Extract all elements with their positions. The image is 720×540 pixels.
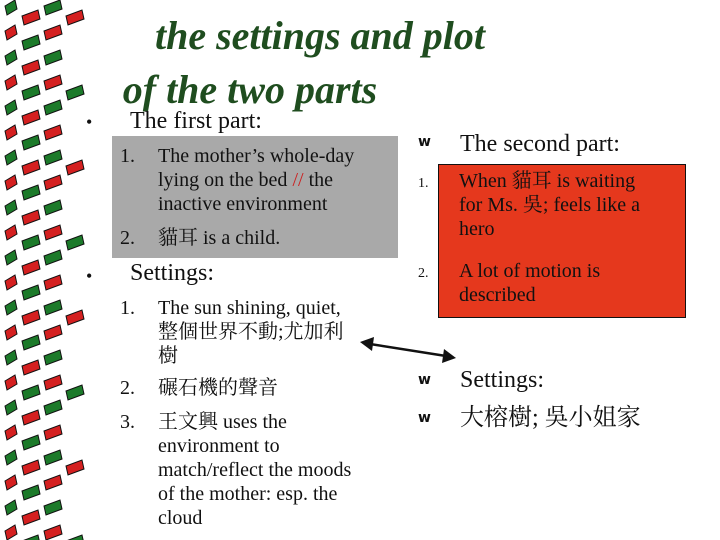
stripe-block [5,225,17,240]
stripe-block [5,500,17,515]
first-part-heading: The first part: [130,108,262,134]
stripe-block [22,485,40,500]
stripe-block [44,200,62,215]
settings-item-1: 1. The sun shining, quiet, 整個世界不動;尤加利 樹 [120,297,344,367]
stripe-block [5,200,17,215]
bullet-icon: w [418,372,431,388]
stripe-block [44,150,62,165]
stripe-block [66,535,84,540]
stripe-block [5,0,17,15]
stripe-block [44,425,62,440]
stripe-block [66,160,84,175]
stripe-block [5,150,17,165]
stripe-block [44,400,62,415]
second-item-number: 1. [418,176,429,191]
first-part-highlight [112,136,398,258]
stripe-block [44,125,62,140]
settings-item-2: 2. 碾石機的聲音 [120,377,278,399]
stripe-block [44,325,62,340]
bullet-icon: w [418,410,431,426]
stripe-block [5,175,17,190]
stripe-block [22,410,40,425]
slide-title-line2: of the two parts [122,67,378,112]
stripe-block [5,25,17,40]
double-arrow-icon [358,330,458,370]
stripe-block [22,260,40,275]
stripe-block [22,360,40,375]
stripe-block [5,325,17,340]
stripe-block [44,0,62,15]
stripe-block [44,475,62,490]
slide-title-line1: the settings and plot [154,13,486,58]
stripe-block [22,10,40,25]
stripe-block [5,300,17,315]
settings-item-3: 3. 王文興 uses the environment to match/reflect the moods of the mother: esp. the cloud [120,411,352,529]
stripe-block [22,435,40,450]
stripe-block [5,250,17,265]
stripe-block [22,235,40,250]
second-part-item-2: A lot of motion is described [459,260,601,306]
bullet-icon: • [86,112,93,132]
stripe-block [66,460,84,475]
stripe-block [66,10,84,25]
settings-heading-right: Settings: [460,367,545,393]
stripe-block [44,50,62,65]
stripe-block [22,310,40,325]
stripe-block [22,135,40,150]
second-item-number: 2. [418,266,429,281]
stripe-block [22,285,40,300]
stripe-block [44,450,62,465]
stripe-block [44,350,62,365]
stripe-block [22,385,40,400]
stripe-block [5,275,17,290]
first-part-item-1: 1. The mother’s whole-day lying on the bed // the inactive environment [120,145,355,215]
stripe-block [22,460,40,475]
stripe-block [66,385,84,400]
stripe-block [5,400,17,415]
second-part-highlight [438,164,686,318]
settings-text-right: 大榕樹; 吳小姐家 [460,405,641,431]
first-part-item-2: 2. 貓耳 is a child. [120,227,281,249]
stripe-block [66,235,84,250]
stripe-block [44,525,62,540]
stripe-block [22,210,40,225]
stripe-block [44,275,62,290]
bullet-icon: • [86,266,93,286]
stripe-block [44,375,62,390]
stripe-block [5,450,17,465]
stripe-block [22,335,40,350]
stripe-block [44,500,62,515]
stripe-block [66,310,84,325]
stripe-block [44,250,62,265]
stripe-block [5,475,17,490]
settings-heading-left: Settings: [130,260,215,286]
stripe-block [22,535,40,540]
stripe-block [22,110,40,125]
second-part-item-1: When 貓耳 is waiting for Ms. 吳; feels like a hero [459,170,641,240]
stripe-block [44,300,62,315]
bullet-icon: w [418,134,431,150]
stripe-block [5,50,17,65]
stripe-block [5,425,17,440]
stripe-block [22,510,40,525]
second-part-heading: The second part: [460,131,620,157]
stripe-block [22,35,40,50]
stripe-block [44,175,62,190]
stripe-block [44,25,62,40]
stripe-block [5,350,17,365]
stripe-block [5,125,17,140]
stripe-block [22,185,40,200]
stripe-block [44,225,62,240]
stripe-block [5,525,17,540]
stripe-block [22,160,40,175]
stripe-block [5,375,17,390]
